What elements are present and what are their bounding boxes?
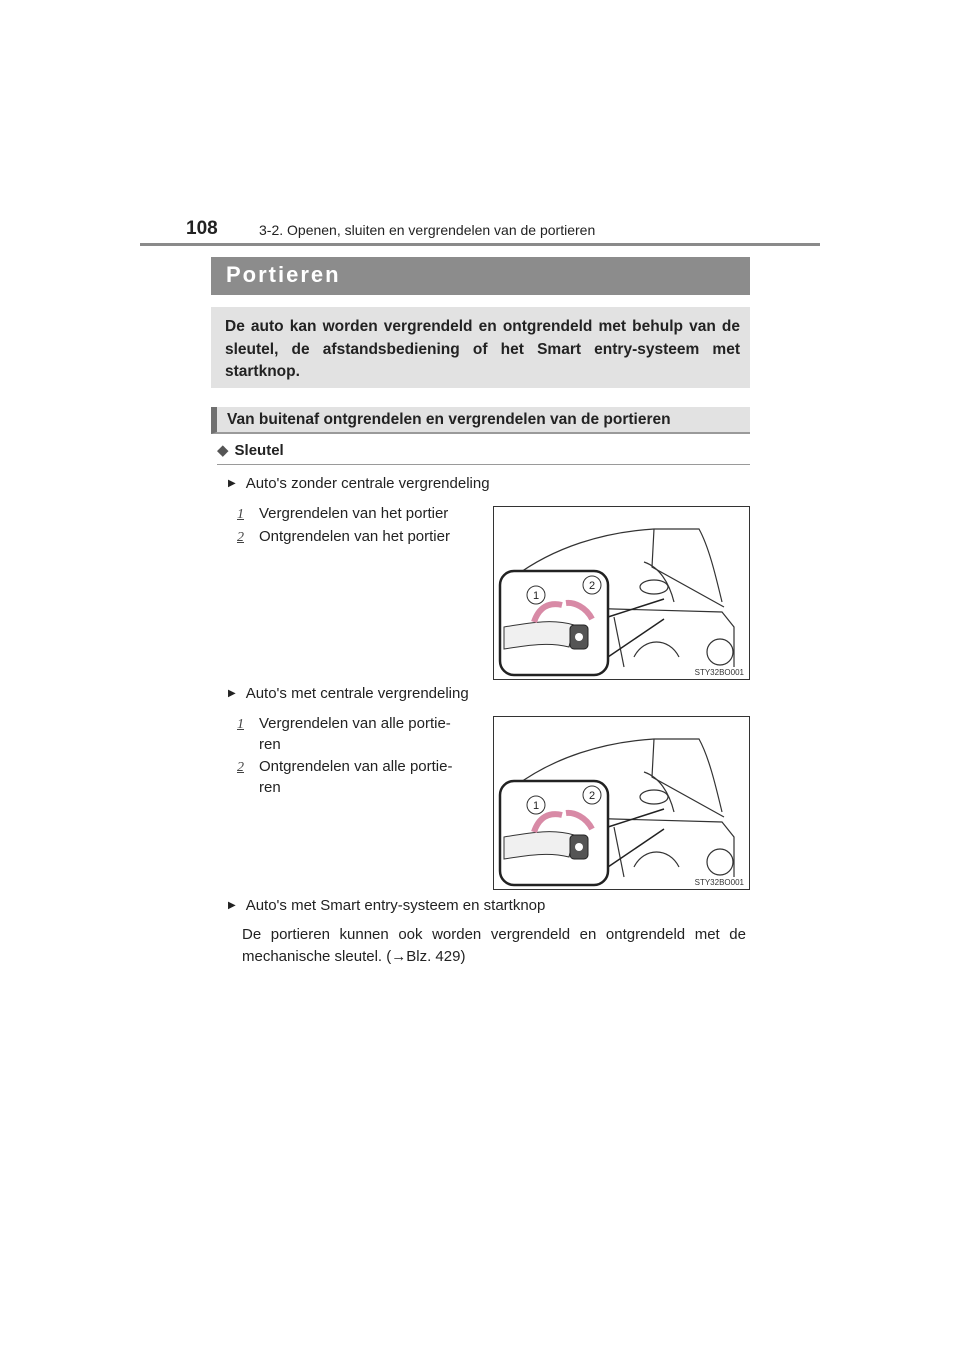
header-rule bbox=[140, 243, 820, 246]
step-number: 2 bbox=[237, 530, 244, 545]
bullet-arrow-icon: ▶ bbox=[228, 900, 236, 911]
step-number: 1 bbox=[237, 717, 244, 732]
step-item bbox=[237, 713, 244, 735]
bullet-label: Auto's met centrale vergrendeling bbox=[245, 685, 469, 702]
callout-2-label: 2 bbox=[588, 580, 596, 592]
diamond-icon: ◆ bbox=[217, 442, 229, 459]
intro-box bbox=[211, 307, 750, 388]
bullet-central-locking bbox=[228, 685, 469, 702]
key-heading bbox=[217, 441, 284, 459]
page-number: 108 bbox=[186, 218, 218, 239]
figure-key-central-lock bbox=[493, 716, 750, 890]
key-heading-label: Sleutel bbox=[234, 442, 284, 459]
bullet-label: Auto's met Smart entry-systeem en startknop bbox=[245, 897, 546, 914]
bullet-no-central-locking bbox=[228, 475, 490, 492]
step-text: Vergrendelen van alle portie- ren bbox=[259, 715, 451, 753]
step-text: Vergrendelen van het portier bbox=[259, 505, 449, 522]
bullet-arrow-icon: ▶ bbox=[228, 478, 236, 489]
key-heading-rule bbox=[217, 464, 750, 465]
step-item bbox=[237, 526, 244, 548]
callout-1-label: 1 bbox=[532, 590, 540, 602]
figure-id: STY32BO001 bbox=[694, 668, 744, 677]
car-door-illustration bbox=[494, 507, 749, 679]
section-title: Portieren bbox=[226, 262, 341, 287]
bullet-label: Auto's zonder centrale vergrendeling bbox=[245, 475, 490, 492]
bullet-arrow-icon: ▶ bbox=[228, 688, 236, 699]
section-title-bar bbox=[211, 257, 750, 295]
subsection-title: Van buitenaf ontgrendelen en vergrendelen van de portieren bbox=[227, 411, 671, 428]
step-text: Ontgrendelen van alle portie- ren bbox=[259, 758, 453, 796]
step-number: 2 bbox=[237, 760, 244, 775]
car-door-illustration bbox=[494, 717, 749, 889]
subsection-bar bbox=[211, 407, 750, 434]
intro-text: De auto kan worden vergrendeld en ontgrendeld met behulp van de sleutel, de afstandsbediening of het Smart entry-systeem met startknop. bbox=[225, 318, 740, 380]
callout-1-label: 1 bbox=[532, 800, 540, 812]
running-header: 3-2. Openen, sluiten en vergrendelen van de portieren bbox=[259, 222, 596, 238]
bullet-smart-entry bbox=[228, 897, 545, 914]
step-number: 1 bbox=[237, 507, 244, 522]
smart-entry-text: De portieren kunnen ook worden vergrendeld en ontgrendeld met de mechanische sleutel. (→Blz. 429) bbox=[242, 926, 746, 965]
step-item bbox=[237, 756, 244, 778]
step-text: Ontgrendelen van het portier bbox=[259, 528, 450, 545]
step-item bbox=[237, 503, 244, 525]
figure-id: STY32BO001 bbox=[694, 878, 744, 887]
figure-key-door-lock bbox=[493, 506, 750, 680]
callout-2-label: 2 bbox=[588, 790, 596, 802]
